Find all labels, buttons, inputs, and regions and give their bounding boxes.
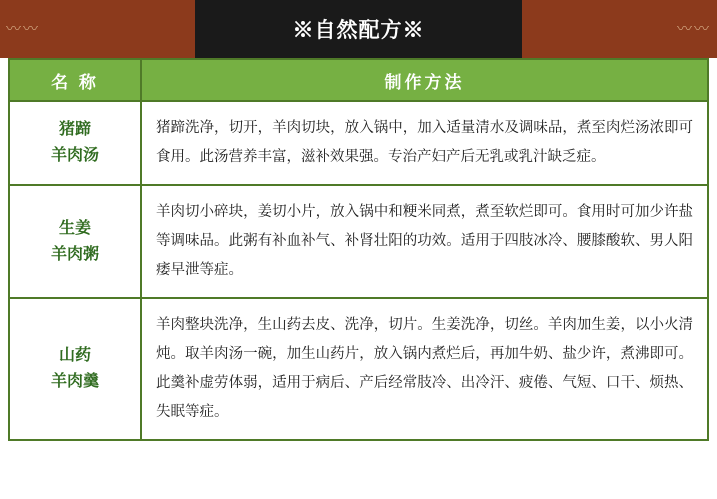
- ornament-icon: 〰〰: [676, 20, 711, 38]
- recipe-method: 羊肉整块洗净，生山药去皮、洗净，切片。生姜洗净，切丝。羊肉加生姜，以小火清炖。取羊肉汤一碗，加生山药片，放入锅内煮烂后，再加牛奶、盐少许，煮沸即可。此羹补虚劳体弱，适用于病后、产后经常肢冷、出冷汗、疲倦、气短、口干、烦热、失眠等症。: [141, 298, 708, 440]
- table-row: [9, 298, 708, 440]
- title-left-band: [0, 0, 195, 58]
- recipe-name-line: 羊肉粥: [50, 245, 99, 263]
- recipe-method: 羊肉切小碎块，姜切小片，放入锅中和粳米同煮，煮至软烂即可。食用时可加少许盐等调味品。此粥有补血补气、补肾壮阳的功效。适用于四肢冰冷、腰膝酸软、男人阳痿早泄等症。: [141, 185, 708, 298]
- recipe-name: [9, 101, 141, 185]
- title-right-band: [522, 0, 717, 58]
- table-container: [0, 58, 717, 451]
- column-header-name: 名 称: [9, 59, 141, 101]
- recipe-name-line: 山药: [58, 347, 91, 365]
- table-header-row: [9, 59, 708, 101]
- recipe-name-line: 生姜: [58, 219, 91, 237]
- ornament-icon: 〰〰: [6, 20, 41, 38]
- table-header: [9, 59, 708, 101]
- title-bar: [0, 0, 717, 58]
- recipe-name-line: 猪蹄: [58, 121, 91, 139]
- table-row: [9, 101, 708, 185]
- recipe-name: [9, 298, 141, 440]
- recipe-name-line: 羊肉羹: [50, 373, 99, 390]
- recipe-method: 猪蹄洗净，切开，羊肉切块，放入锅中，加入适量清水及调味品，煮至肉烂汤浓即可食用。此汤营养丰富，滋补效果强。专治产妇产后无乳或乳汁缺乏症。: [141, 101, 708, 185]
- column-header-method: 制作方法: [141, 59, 708, 101]
- recipe-name-line: 羊肉汤: [50, 147, 99, 164]
- table-body: [9, 101, 708, 440]
- recipes-table: [8, 58, 709, 441]
- page-title: ※自然配方※: [195, 0, 522, 58]
- table-row: [9, 185, 708, 298]
- recipe-name: [9, 185, 141, 298]
